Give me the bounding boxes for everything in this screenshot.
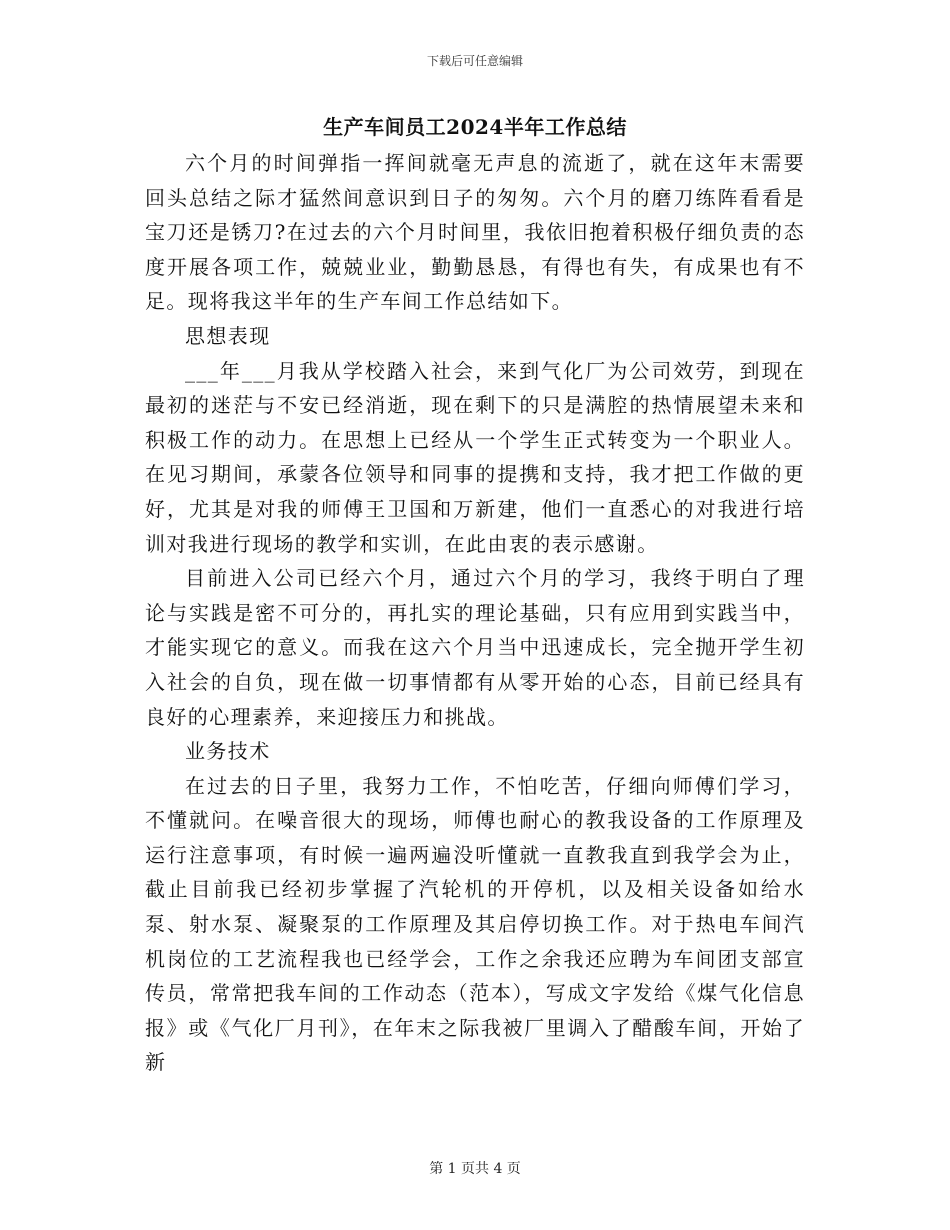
- page-header-note: 下载后可任意编辑: [426, 54, 523, 68]
- document-title: 生产车间员工2024半年工作总结: [323, 115, 627, 139]
- section-heading-business: 业务技术: [185, 739, 271, 764]
- intro-paragraph: 六个月的时间弹指一挥间就毫无声息的流逝了，就在这年末需要回头总结之际才猛然间意识到日子的匆匆。六个月的磨刀练阵看看是宝刀还是锈刀?在过去的六个月时间里，我依旧抱着积极仔细负责的态度开展各项工作，兢兢业业，勤勤恳恳，有得也有失，有成果也有不足。现将我这半年的生产车间工作总结如下。: [145, 151, 805, 314]
- thought-paragraph-1: ___年___月我从学校踏入社会，来到气化厂为公司效劳，到现在最初的迷茫与不安已经消逝，现在剩下的只是满腔的热情展望未来和积极工作的动力。在思想上已经从一个学生正式转变为一个职业人。在见习期间，承蒙各位领导和同事的提携和支持，我才把工作做的更好，尤其是对我的师傅王卫国和万新建，他们一直悉心的对我进行培训对我进行现场的教学和实训，在此由衷的表示感谢。: [145, 358, 805, 556]
- section-heading-thought: 思想表现: [185, 323, 271, 348]
- thought-paragraph-2: 目前进入公司已经六个月，通过六个月的学习，我终于明白了理论与实践是密不可分的，再扎实的理论基础，只有应用到实践当中，才能实现它的意义。而我在这六个月当中迅速成长，完全抛开学生初入社会的自负，现在做一切事情都有从零开始的心态，目前已经具有良好的心理素养，来迎接压力和挑战。: [145, 566, 805, 729]
- business-paragraph-1: 在过去的日子里，我努力工作，不怕吃苦，仔细向师傅们学习，不懂就问。在噪音很大的现场，师傅也耐心的教我设备的工作原理及运行注意事项，有时候一遍两遍没听懂就一直教我直到我学会为止，截止目前我已经初步掌握了汽轮机的开停机，以及相关设备如给水泵、射水泵、凝聚泵的工作原理及其启停切换工作。对于热电车间汽机岗位的工艺流程我也已经学会，工作之余我还应聘为车间团支部宣传员，常常把我车间的工作动态（范本），写成文字发给《煤气化信息报》或《气化厂月刊》，在年末之际我被厂里调入了醋酸车间，开始了新: [145, 773, 805, 1075]
- document-body: [145, 146, 805, 1080]
- page-number-footer: 第 1 页共 4 页: [429, 1161, 521, 1177]
